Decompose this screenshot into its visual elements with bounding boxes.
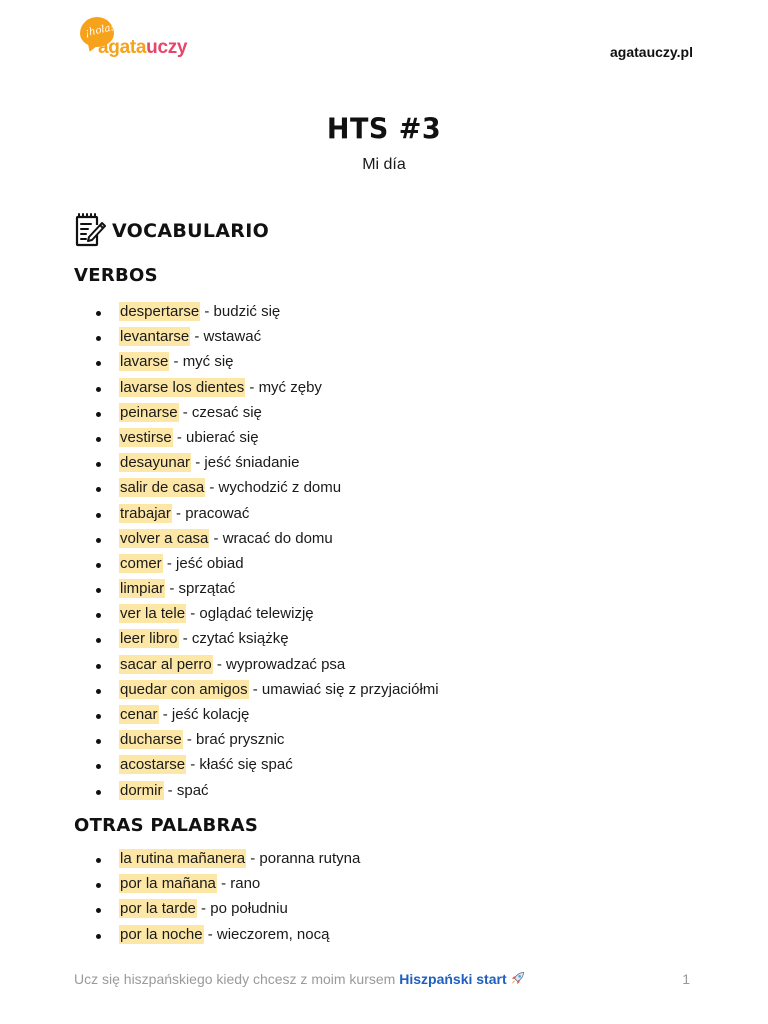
page-number: 1 xyxy=(682,971,690,987)
vocab-translation: - wracać do domu xyxy=(209,529,333,547)
vocab-translation: - po południu xyxy=(196,900,288,918)
vocab-term: por la tarde xyxy=(120,900,196,918)
vocab-item xyxy=(94,871,360,896)
vocab-term: trabajar xyxy=(120,504,171,522)
page-subtitle: Mi día xyxy=(362,156,406,173)
vocab-term: ducharse xyxy=(120,731,182,749)
vocab-term: dormir xyxy=(120,781,163,799)
vocab-term: por la noche xyxy=(120,925,203,943)
brand-logo[interactable] xyxy=(80,17,200,61)
vocab-translation: - rano xyxy=(216,875,261,893)
vocab-term: despertarse xyxy=(120,303,200,320)
vocab-translation: - poranna rutyna xyxy=(246,850,361,867)
vocab-term: la rutina mañanera xyxy=(120,850,246,867)
footer-promo xyxy=(74,971,525,987)
vocab-item xyxy=(94,677,439,702)
footer-promo-text: Ucz się hiszpańskiego kiedy chcesz z moim kursem xyxy=(74,971,400,987)
verbs-heading: VERBOS xyxy=(74,265,158,286)
vocab-translation: - budzić się xyxy=(200,303,281,320)
vocab-item xyxy=(94,324,439,349)
section-title: VOCABULARIO xyxy=(112,220,270,242)
logo-tagline: ¡hola! xyxy=(84,22,116,39)
vocab-term: volver a casa xyxy=(120,529,209,547)
vocab-term: ver la tele xyxy=(120,605,186,623)
vocab-item xyxy=(94,576,439,601)
vocab-translation: - brać prysznic xyxy=(182,731,285,749)
vocab-item xyxy=(94,299,439,324)
vocab-item xyxy=(94,846,360,871)
vocab-translation: - pracować xyxy=(171,504,250,522)
other-words-heading: OTRAS PALABRAS xyxy=(74,815,259,836)
vocab-item xyxy=(94,551,439,576)
vocab-term: quedar con amigos xyxy=(120,680,248,698)
vocab-term: lavarse los dientes xyxy=(120,378,245,396)
vocab-translation: - umawiać się z przyjaciółmi xyxy=(248,680,439,698)
vocab-translation: - wyprowadzać psa xyxy=(212,655,346,673)
vocab-translation: - wychodzić z domu xyxy=(205,479,342,497)
vocab-item xyxy=(94,652,439,677)
vocab-term: comer xyxy=(120,554,162,572)
vocab-translation: - czesać się xyxy=(178,403,262,421)
notepad-pencil-icon xyxy=(74,213,106,247)
vocab-item xyxy=(94,896,360,921)
vocab-term: vestirse xyxy=(120,428,172,446)
vocab-item xyxy=(94,922,360,947)
vocab-item xyxy=(94,501,439,526)
vocab-term: levantarse xyxy=(120,328,190,346)
vocab-term: desayunar xyxy=(120,454,191,472)
vocab-translation: - wieczorem, nocą xyxy=(203,925,330,943)
vocab-item xyxy=(94,526,439,551)
vocab-item xyxy=(94,626,439,651)
vocab-translation: - spać xyxy=(163,781,209,799)
logo-wordmark-part2: uczy xyxy=(146,37,188,58)
vocab-item xyxy=(94,450,439,475)
vocab-term: lavarse xyxy=(120,353,169,371)
vocab-translation: - jeść kolację xyxy=(158,706,250,723)
vocab-item xyxy=(94,727,439,752)
vocab-term: cenar xyxy=(120,706,158,723)
site-url[interactable]: agatauczy.pl xyxy=(610,44,693,60)
vocab-term: leer libro xyxy=(120,630,178,648)
vocab-item xyxy=(94,702,439,727)
logo-wordmark xyxy=(98,37,187,59)
other-words-list xyxy=(94,846,360,947)
vocab-term: salir de casa xyxy=(120,479,205,497)
verbs-list xyxy=(94,299,439,803)
vocab-item xyxy=(94,475,439,500)
vocab-translation: - czytać książkę xyxy=(178,630,289,648)
vocab-term: peinarse xyxy=(120,403,178,421)
vocab-term: sacar al perro xyxy=(120,655,212,673)
vocab-translation: - ubierać się xyxy=(172,428,259,446)
vocab-item xyxy=(94,778,439,803)
vocab-translation: - kłaść się spać xyxy=(186,756,293,774)
logo-wordmark-part1: agata xyxy=(98,37,147,58)
rocket-icon xyxy=(510,971,525,986)
page-title: HTS #3 xyxy=(326,113,442,146)
vocab-item xyxy=(94,601,439,626)
vocab-item xyxy=(94,425,439,450)
vocab-term: acostarse xyxy=(120,756,186,774)
vocab-translation: - sprzątać xyxy=(165,580,236,598)
vocab-translation: - myć się xyxy=(169,353,234,371)
vocab-translation: - oglądać telewizję xyxy=(186,605,314,623)
vocab-term: por la mañana xyxy=(120,875,216,893)
vocab-translation: - wstawać xyxy=(190,328,262,346)
vocab-item xyxy=(94,349,439,374)
vocab-term: limpiar xyxy=(120,580,165,598)
vocab-translation: - jeść obiad xyxy=(162,554,244,572)
vocab-item xyxy=(94,752,439,777)
course-link[interactable]: Hiszpański start xyxy=(399,971,507,987)
vocab-translation: - jeść śniadanie xyxy=(191,454,300,472)
vocab-item xyxy=(94,400,439,425)
vocab-item xyxy=(94,375,439,400)
vocab-translation: - myć zęby xyxy=(245,378,322,396)
